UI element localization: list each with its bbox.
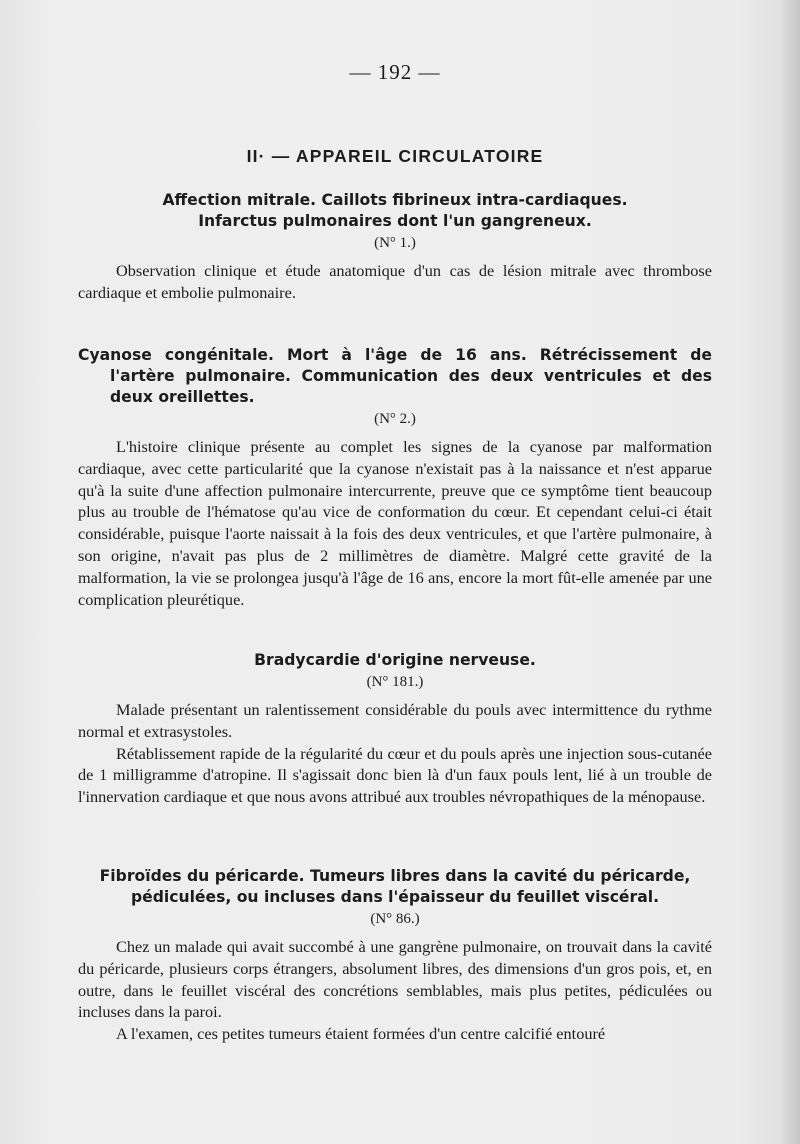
- section-title-line: Infarctus pulmonaires dont l'un gangreneux.: [198, 212, 592, 230]
- section-paragraph: Malade présentant un ralentissement considérable du pouls avec intermittence du rythme normal et extrasystoles.: [78, 700, 712, 741]
- page-edge-shadow: [778, 0, 800, 1144]
- section-title: Cyanose congénitale. Mort à l'âge de 16 ans. Rétrécissement de l'artère pulmonaire. Communication des deux ventricules et des deux oreillettes.: [78, 346, 712, 406]
- section-pericardial-fibroids: [78, 866, 712, 1045]
- section-title: Bradycardie d'origine nerveuse.: [254, 651, 536, 669]
- section-paragraph: L'histoire clinique présente au complet les signes de la cyanose par malformation cardiaque, avec cette particularité que la cyanose n'existait pas à la naissance et n'est apparue qu'à la suite d'une affection pulmonaire intercurrente, preuve que ce symptôme tient beaucoup plus au trouble de l'hématose qu'au vice de conformation du cœur. Et cependant celui-ci était considérable, puisque l'aorte naissait à la fois des deux ventricules, et que l'artère pulmonaire, à son origine, n'avait pas plus de 2 millimètres de diamètre. Malgré cette gravité de la malformation, la vie se prolongea jusqu'à l'âge de 16 ans, encore la mort fût-elle amenée par une complication pleurétique.: [78, 437, 712, 609]
- section-paragraph: Observation clinique et étude anatomique d'un cas de lésion mitrale avec thrombose cardiaque et embolie pulmonaire.: [78, 261, 712, 302]
- section-mitral-affection: [78, 190, 712, 304]
- section-title-line: Fibroïdes du péricarde. Tumeurs libres dans la cavité du péricarde,: [99, 867, 691, 885]
- section-number: (N° 86.): [370, 911, 420, 927]
- page-number: — 192 —: [349, 60, 441, 84]
- section-paragraph: A l'examen, ces petites tumeurs étaient formées d'un centre calcifié entouré: [116, 1024, 606, 1044]
- chapter-title: II· — APPAREIL CIRCULATOIRE: [246, 146, 544, 166]
- section-paragraph: Rétablissement rapide de la régularité du cœur et du pouls après une injection sous-cutanée de 1 milligramme d'atropine. Il s'agissait donc bien là d'un faux pouls lent, lié à un trouble de l'innervation cardiaque et que nous avons attribué aux troubles névropathiques de la ménopause.: [78, 743, 712, 807]
- section-number: (N° 181.): [366, 674, 424, 690]
- section-number: (N° 2.): [374, 411, 416, 427]
- section-paragraph: Chez un malade qui avait succombé à une gangrène pulmonaire, on trouvait dans la cavité du péricarde, plusieurs corps étrangers, absolument libres, des dimensions d'un gros pois, et, en outre, dans le feuillet viscéral des concrétions semblables, mais plus petites, pédiculées ou incluses dans la paroi.: [78, 937, 712, 1022]
- section-title-line: pédiculées, ou incluses dans l'épaisseur du feuillet viscéral.: [131, 888, 659, 906]
- section-number: (N° 1.): [374, 235, 416, 251]
- section-title-line: Affection mitrale. Caillots fibrineux intra-cardiaques.: [162, 191, 628, 209]
- section-bradycardia: [78, 650, 712, 808]
- section-congenital-cyanosis: [78, 345, 712, 610]
